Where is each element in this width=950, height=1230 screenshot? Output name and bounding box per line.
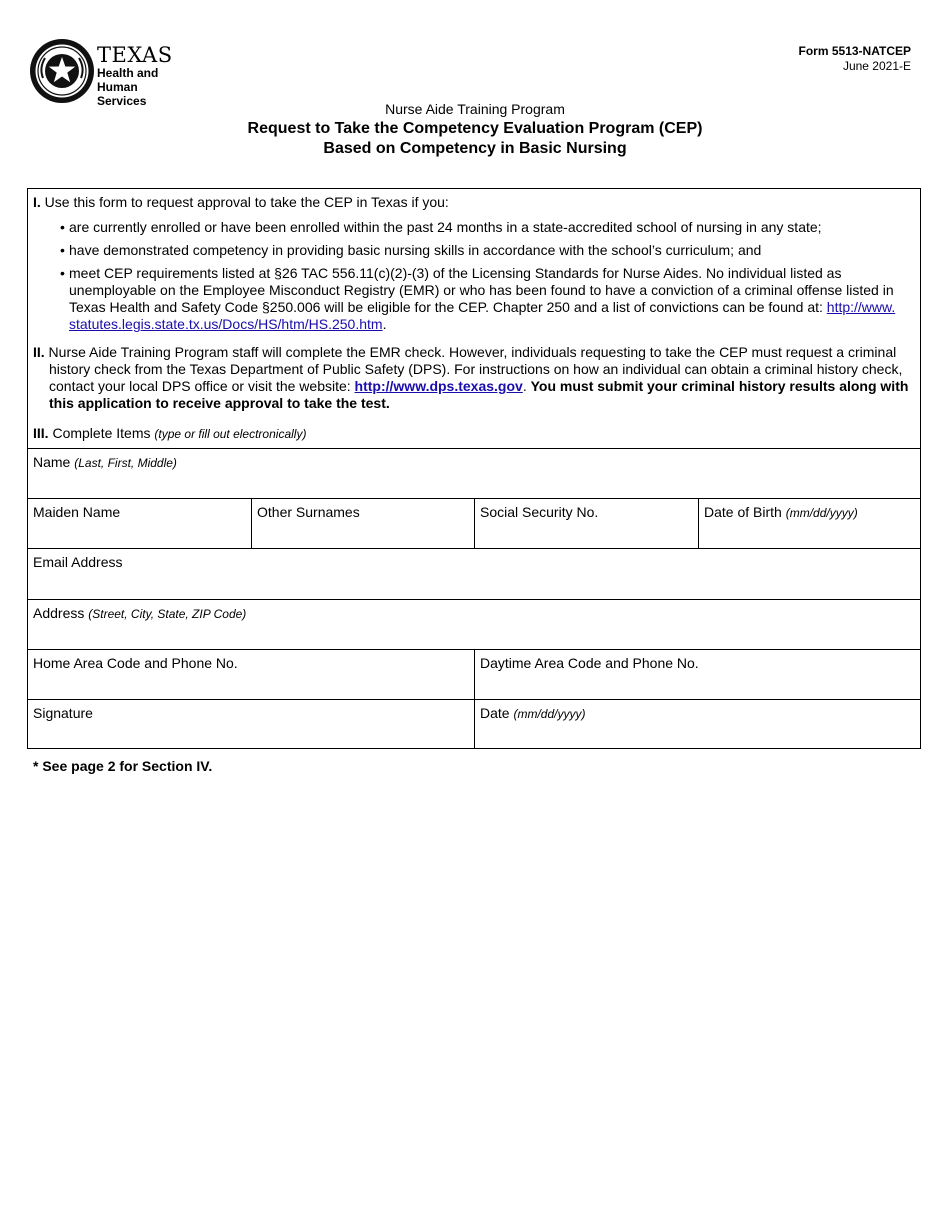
bullet-item <box>60 219 900 236</box>
program-name: Nurse Aide Training Program <box>385 101 565 117</box>
form-identifier <box>799 44 911 74</box>
section-2-bold-text: You must submit your criminal history results along with this application to receive approval to take the test. <box>49 378 909 411</box>
form-title-line-2: Based on Competency in Basic Nursing <box>323 140 627 157</box>
section-3-number: III. <box>33 425 49 441</box>
ssn-label: Social Security No. <box>480 504 599 520</box>
dob-hint: (mm/dd/yyyy) <box>785 506 858 520</box>
agency-subname-1: Health and Human <box>97 66 159 94</box>
section-2-sep: . <box>522 378 531 394</box>
date-hint: (mm/dd/yyyy) <box>513 707 586 721</box>
section-2-text: Nurse Aide Training Program staff will complete the EMR check. However, individuals requesting to take the CEP must request a criminal history check from the Texas Department of Public Safety (DPS). For instructions on how an individual can obtain a criminal history check, contact your local DPS office or visit the website: <box>44 344 903 394</box>
name-label: Name <box>33 454 75 470</box>
maiden-name-label: Maiden Name <box>33 504 121 520</box>
dps-link[interactable]: http://www.dps.texas.gov <box>354 378 523 394</box>
bullet-icon: • <box>60 219 65 235</box>
statutes-link[interactable]: http://www.statutes.legis.state.tx.us/Docs/HS/htm/HS.250.htm <box>69 299 896 332</box>
email-field[interactable] <box>28 548 920 599</box>
form-revision: June 2021-E <box>842 59 911 73</box>
bullet-1-text: are currently enrolled or have been enrolled within the past 24 months in a state-accredited school of nursing in any state; <box>69 219 822 235</box>
form-title-line-1: Request to Take the Competency Evaluation Program (CEP) <box>247 120 703 137</box>
bullet-item <box>60 242 900 259</box>
signature-field[interactable] <box>28 699 475 748</box>
dob-label: Date of Birth <box>704 504 786 520</box>
form-number: Form 5513-NATCEP <box>798 44 911 58</box>
home-phone-label: Home Area Code and Phone No. <box>33 655 238 671</box>
section-1-intro <box>33 194 912 211</box>
bullet-item <box>60 265 900 333</box>
form-box <box>27 188 921 749</box>
bullet-2-text: have demonstrated competency in providing basic nursing skills in accordance with the school’s curriculum; and <box>69 242 762 258</box>
agency-name: TEXAS <box>97 43 173 67</box>
form-header <box>0 101 950 159</box>
date-field[interactable] <box>474 699 920 748</box>
date-label: Date <box>480 705 514 721</box>
signature-label: Signature <box>33 705 93 721</box>
dob-field[interactable] <box>698 498 920 548</box>
bullet-icon: • <box>60 242 65 258</box>
section-1-number: I. <box>33 194 41 210</box>
section-1-intro-text: Use this form to request approval to take the CEP in Texas if you: <box>44 194 449 210</box>
other-surnames-label: Other Surnames <box>257 504 360 520</box>
bullet-3-text: meet CEP requirements listed at §26 TAC 556.11(c)(2)-(3) of the Licensing Standards for Nurse Aides. No individual listed as unemployable on the Employee Misconduct Registry (EMR) or who has been found to have a conviction of a criminal offense listed in Texas Health and Safety Code §250.006 will be eligible for the CEP. Chapter 250 and a list of convictions can be found at: <box>69 265 894 315</box>
hhs-logo <box>29 38 199 106</box>
section-2 <box>33 344 912 412</box>
agency-subname-2: Services <box>97 94 147 108</box>
maiden-name-field[interactable] <box>28 498 252 548</box>
address-hint: (Street, City, State, ZIP Code) <box>88 607 247 621</box>
section-3-heading <box>33 425 912 443</box>
name-hint: (Last, First, Middle) <box>74 456 177 470</box>
footnote: * See page 2 for Section IV. <box>33 758 213 774</box>
section-3-hint: (type or fill out electronically) <box>154 427 307 441</box>
daytime-phone-label: Daytime Area Code and Phone No. <box>480 655 699 671</box>
section-3-label: Complete Items <box>48 425 155 441</box>
ssn-field[interactable] <box>474 498 698 548</box>
name-field[interactable] <box>28 448 920 498</box>
other-surnames-field[interactable] <box>251 498 475 548</box>
email-label: Email Address <box>33 554 123 570</box>
bullet-icon: • <box>60 265 65 281</box>
section-2-number: II. <box>33 344 45 360</box>
address-label: Address <box>33 605 89 621</box>
address-field[interactable] <box>28 599 920 649</box>
texas-seal-icon <box>29 38 95 104</box>
home-phone-field[interactable] <box>28 649 475 699</box>
bullet-3-end: . <box>382 316 387 332</box>
daytime-phone-field[interactable] <box>474 649 920 699</box>
